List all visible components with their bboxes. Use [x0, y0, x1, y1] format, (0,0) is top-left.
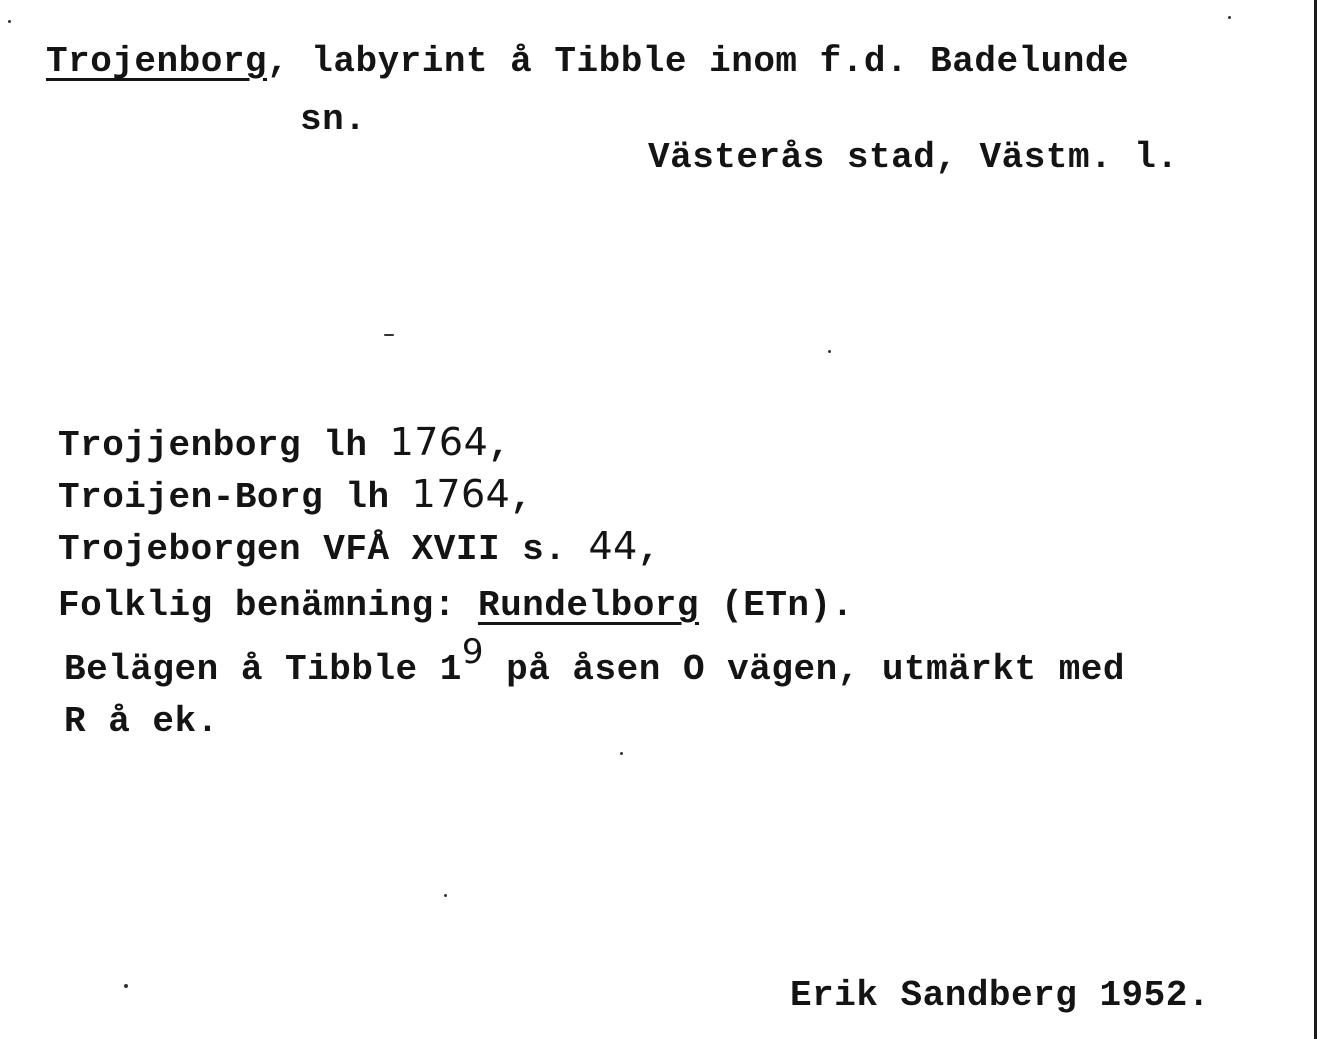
handwritten-year: 1764	[389, 420, 489, 464]
name-form-end: ,	[637, 529, 660, 570]
scan-speck	[620, 752, 623, 755]
name-form-2	[58, 472, 532, 520]
scan-speck	[1228, 16, 1231, 19]
name-form-end: ,	[510, 477, 533, 518]
scan-speck	[444, 894, 447, 897]
location-line: Västerås stad, Västm. l.	[648, 137, 1179, 178]
heading-line	[46, 40, 1129, 84]
handwritten-page: 44	[588, 524, 638, 568]
heading-continuation: sn.	[300, 99, 367, 140]
place-name: Trojenborg	[46, 41, 268, 82]
scan-speck	[124, 984, 128, 988]
scan-speck	[384, 334, 394, 336]
folk-name-source: (ETn).	[699, 585, 854, 626]
location-note-text: Belägen å Tibble 1	[64, 649, 462, 690]
handwritten-superscript: 9	[461, 632, 485, 672]
name-form-end: ,	[488, 425, 511, 466]
heading-description: , labyrint å Tibble inom f.d. Badelunde	[267, 41, 1130, 82]
name-form-text: Troijen-Borg lh	[58, 477, 412, 518]
scan-speck	[828, 350, 831, 353]
card-edge-line	[1314, 0, 1317, 1039]
scan-speck	[8, 20, 11, 23]
location-note-text: på åsen O vägen, utmärkt med	[484, 649, 1126, 690]
location-note-line-2: R å ek.	[64, 701, 219, 742]
name-form-text: Trojjenborg lh	[58, 425, 390, 466]
folk-name-label: Folklig benämning:	[58, 585, 478, 626]
signature: Erik Sandberg 1952.	[790, 975, 1210, 1016]
folk-name-line	[58, 584, 854, 628]
location-note-line-1	[64, 632, 1126, 692]
name-form-text: Trojeborgen VFÅ XVII s.	[58, 529, 589, 570]
name-form-1	[58, 420, 510, 468]
name-form-3	[58, 524, 660, 572]
handwritten-year: 1764	[411, 472, 511, 516]
folk-name: Rundelborg	[477, 585, 700, 626]
